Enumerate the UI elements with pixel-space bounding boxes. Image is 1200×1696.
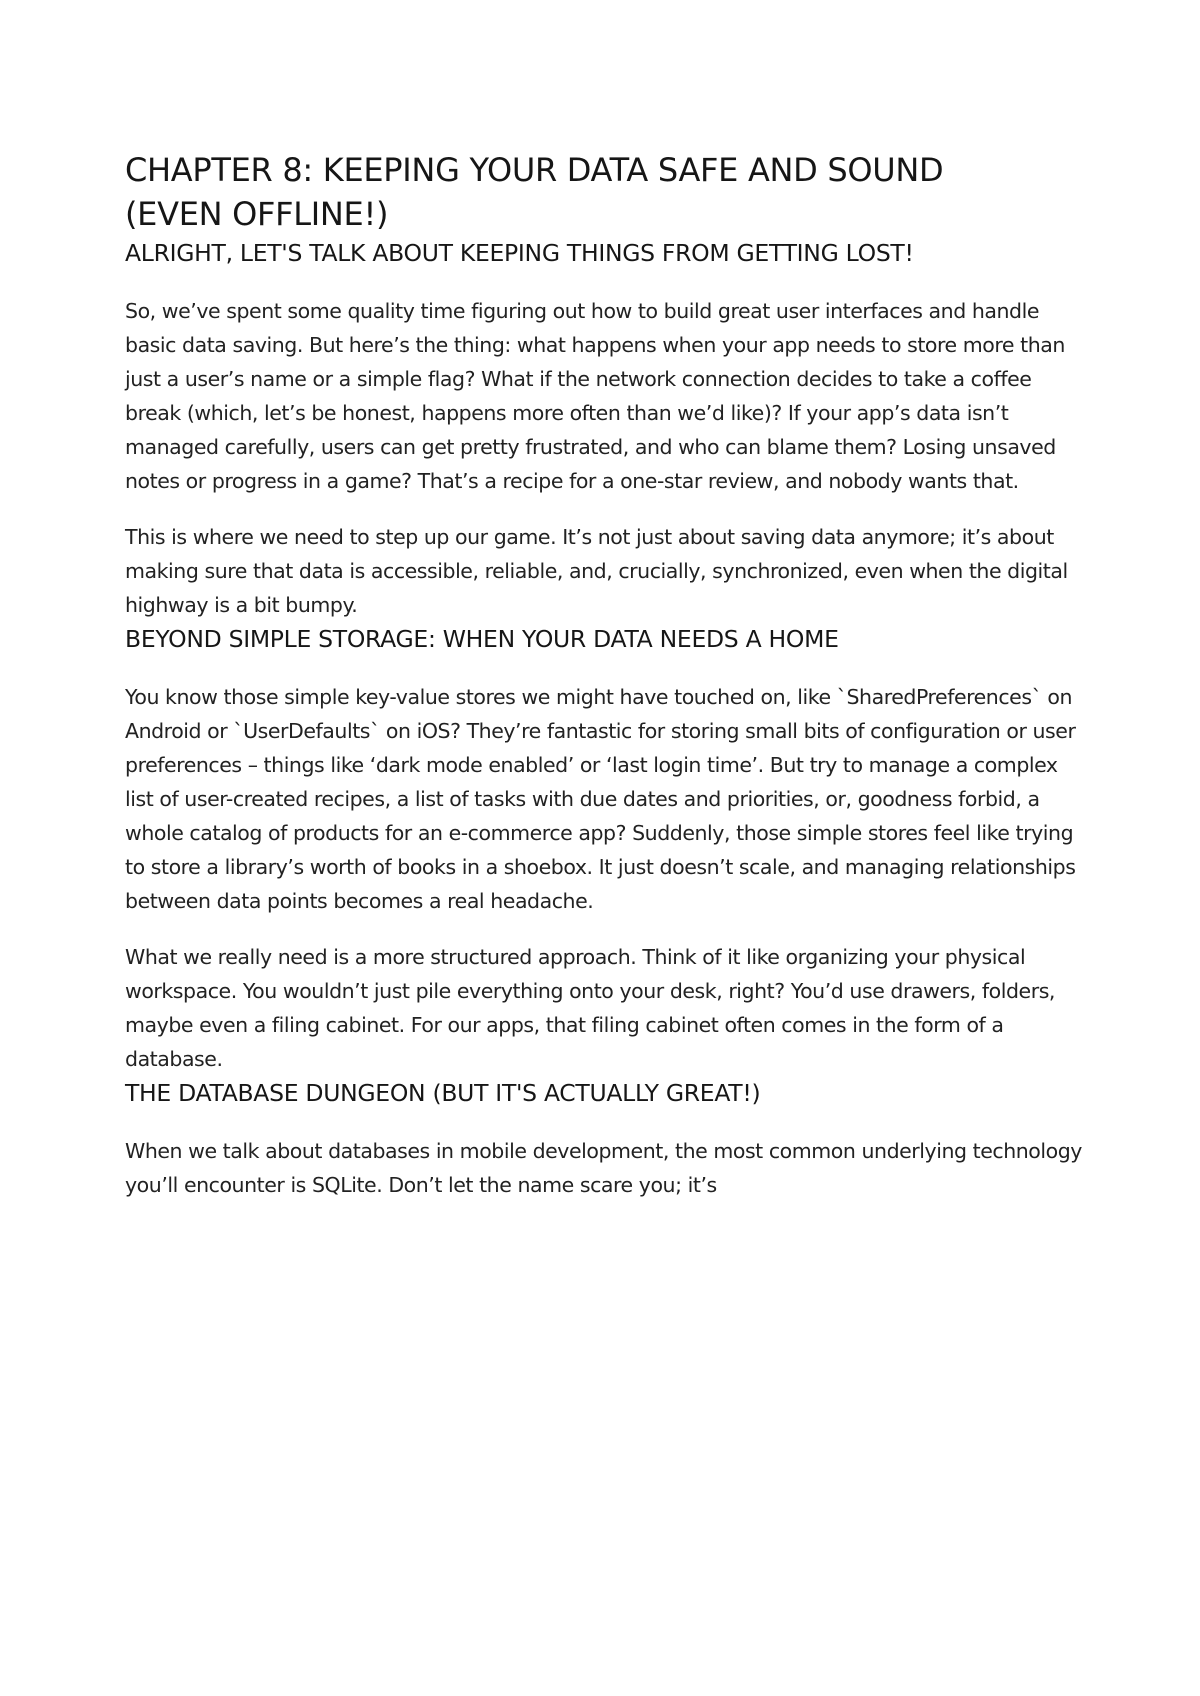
section-heading-keeping-things: ALRIGHT, LET'S TALK ABOUT KEEPING THINGS FROM GETTING LOST! xyxy=(125,239,914,267)
body-paragraph: When we talk about databases in mobile development, the most common underlying technology you’ll encounter is SQLite. Don’t let the name scare you; it’s xyxy=(125,1139,1082,1197)
body-paragraph: What we really need is a more structured approach. Think of it like organizing your physical workspace. You wouldn’t just pile everything onto your desk, right? You’d use drawers, folders, maybe even a filing cabinet. For our apps, that filing cabinet often comes in the form of a database. xyxy=(125,945,1055,1071)
chapter-title xyxy=(125,148,1085,236)
body-paragraph: So, we’ve spent some quality time figuring out how to build great user interfaces and handle basic data saving. But here’s the thing: what happens when your app needs to store more than just a user’s name or a simple flag? What if the network connection decides to take a coffee break (which, let’s be honest, happens more often than we’d like)? If your app’s data isn’t managed carefully, users can get pretty frustrated, and who can blame them? Losing unsaved notes or progress in a game? That’s a recipe for a one-star review, and nobody wants that. xyxy=(125,299,1065,493)
chapter-title-line-2: (EVEN OFFLINE!) xyxy=(125,195,389,233)
body-paragraph: This is where we need to step up our game. It’s not just about saving data anymore; it’s about making sure that data is accessible, reliable, and, crucially, synchronized, even when the digital highway is a bit bumpy. xyxy=(125,525,1068,617)
section-heading-database-dungeon: THE DATABASE DUNGEON (BUT IT'S ACTUALLY GREAT!) xyxy=(125,1079,761,1107)
page-content xyxy=(125,148,1085,1202)
chapter-title-line-1: CHAPTER 8: KEEPING YOUR DATA SAFE AND SOUND xyxy=(125,151,944,189)
body-paragraph: You know those simple key-value stores we might have touched on, like `SharedPreferences` on Android or `UserDefaults` on iOS? They’re fantastic for storing small bits of configuration or user preferences – things like ‘dark mode enabled’ or ‘last login time’. But try to manage a complex list of user-created recipes, a list of tasks with due dates and priorities, or, goodness forbid, a whole catalog of products for an e-commerce app? Suddenly, those simple stores feel like trying to store a library’s worth of books in a shoebox. It just doesn’t scale, and managing relationships between data points becomes a real headache. xyxy=(125,685,1076,913)
section-heading-beyond-simple-storage: BEYOND SIMPLE STORAGE: WHEN YOUR DATA NEEDS A HOME xyxy=(125,625,839,653)
